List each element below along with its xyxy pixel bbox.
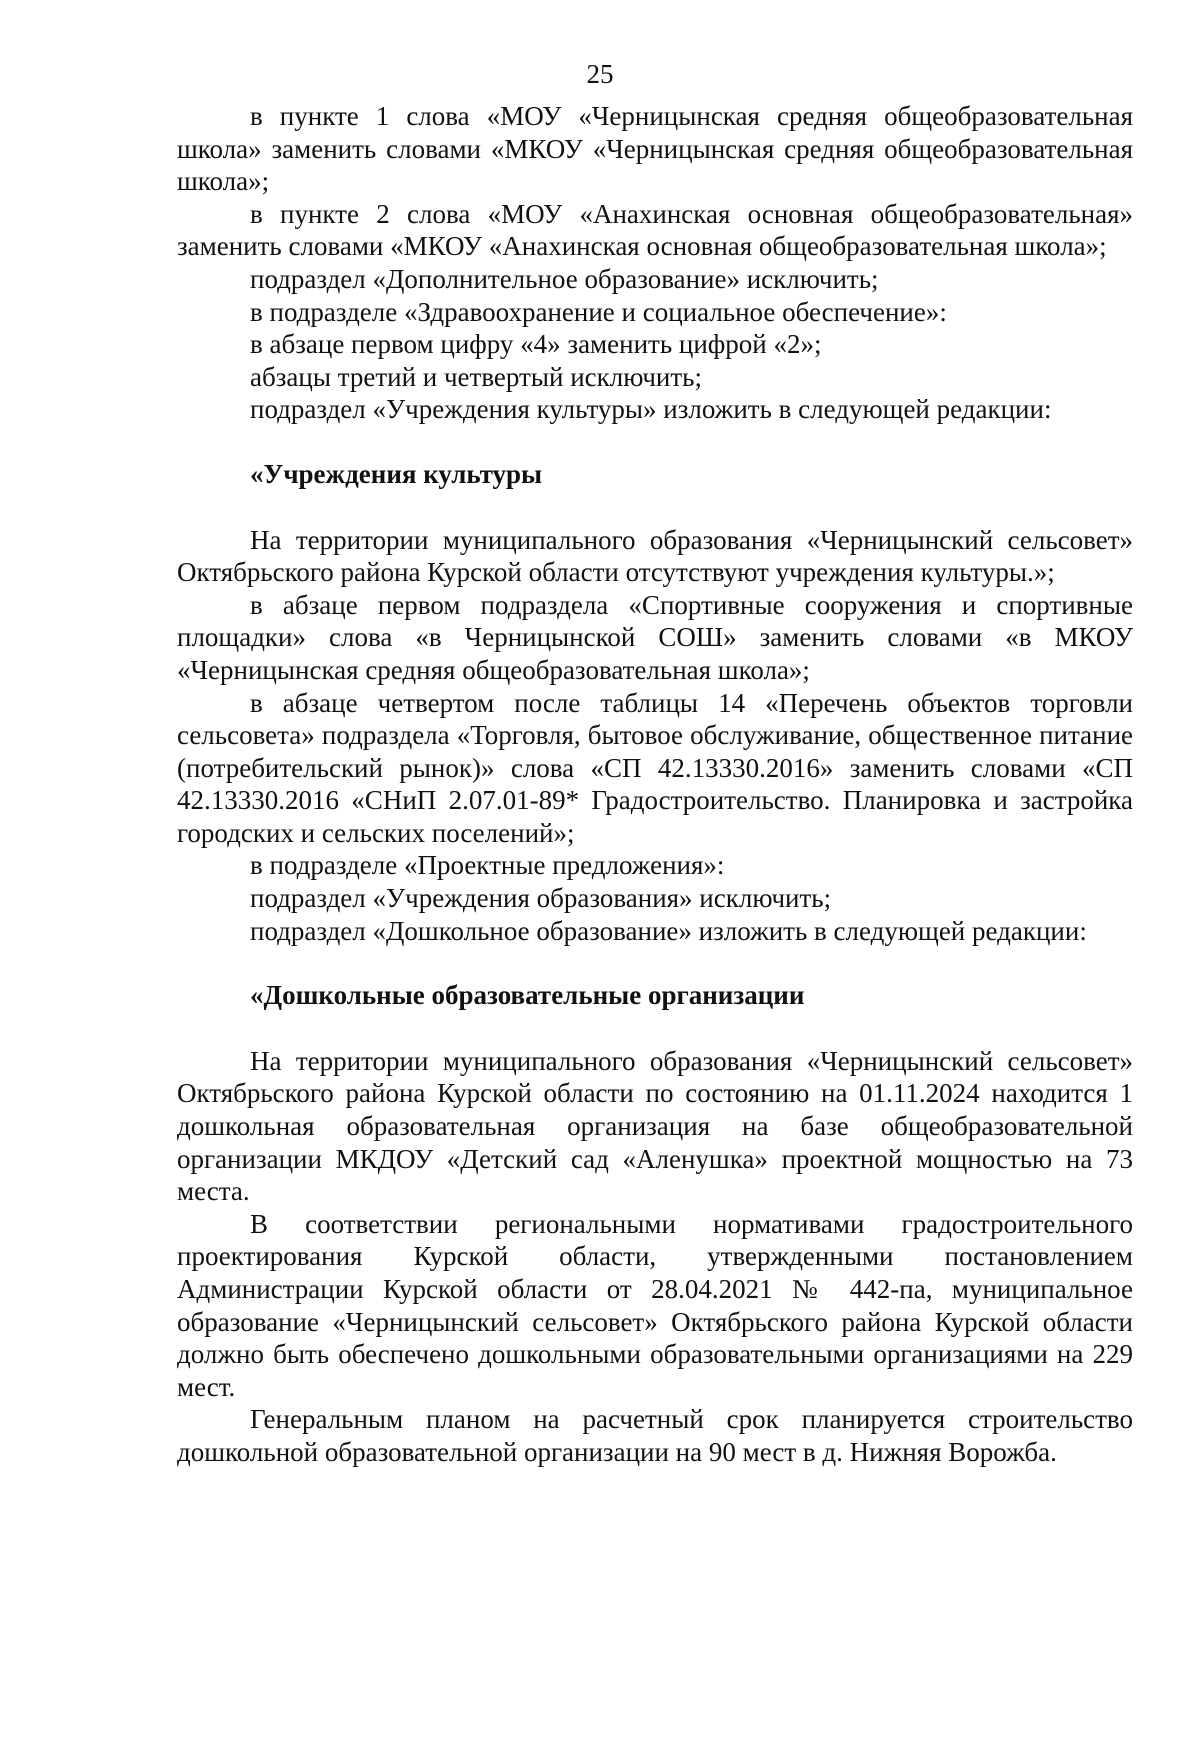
paragraph: в подразделе «Проектные предложения»: (250, 850, 725, 881)
paragraph: в пункте 2 слова «МОУ «Анахинская основная общеобразовательная» заменить словами «МКОУ «Анахинская основная общеобразовательная школа»; (177, 198, 1133, 262)
paragraph: в пункте 1 слова «МОУ «Черницынская средняя общеобразовательная школа» заменить словами «МКОУ «Черницынская средняя общеобразовательная школа»; (177, 101, 1133, 197)
paragraph: Генеральным планом на расчетный срок планируется строительство дошкольной образовательной организации на 90 мест в д. Нижняя Ворожба. (177, 1404, 1133, 1467)
section-heading: «Дошкольные образовательные организации (250, 980, 805, 1011)
page-number: 25 (586, 59, 614, 89)
paragraph: подраздел «Учреждения образования» исключить; (250, 883, 832, 914)
paragraph: подраздел «Учреждения культуры» изложить в следующей редакции: (250, 394, 1052, 425)
paragraph: в подразделе «Здравоохранение и социальное обеспечение»: (250, 296, 947, 327)
paragraph: в абзаце первом цифру «4» заменить цифрой «2»; (250, 329, 822, 360)
paragraph: В соответствии региональными нормативами градостроительного проектирования Курской области, утвержденными постановлением Администрации Курской области от 28.04.2021 № 442-па, муниципальное образование «Черницынский сельсовет» Октябрьского района Курской области должно быть обеспечено дошкольными образовательными организациями на 229 мест. (177, 1208, 1133, 1402)
paragraph: абзацы третий и четвертый исключить; (250, 361, 702, 392)
paragraph: На территории муниципального образования «Черницынский сельсовет» Октябрьского района Курской области по состоянию на 01.11.2024 находится 1 дошкольная образовательная организация на базе общеобразовательной организации МКДОУ «Детский сад «Аленушка» проектной мощностью на 73 места. (177, 1045, 1133, 1207)
paragraph: подраздел «Дополнительное образование» исключить; (250, 263, 879, 294)
paragraph: На территории муниципального образования «Черницынский сельсовет» Октябрьского района Курской области отсутствуют учреждения культуры.»; (177, 524, 1133, 588)
paragraph: в абзаце четвертом после таблицы 14 «Перечень объектов торговли сельсовета» подраздела «Торговля, бытовое обслуживание, общественное питание (потребительский рынок)» слова «СП 42.13330.2016» заменить словами «СП 42.13330.2016 «СНиП 2.07.01-89* Градостроительство. Планировка и застройка городских и сельских поселений»; (177, 687, 1133, 848)
section-heading: «Учреждения культуры (250, 458, 543, 489)
paragraph: в абзаце первом подраздела «Спортивные сооружения и спортивные площадки» слова «в Черницынской СОШ» заменить словами «в МКОУ «Черницынская средняя общеобразовательная школа»; (177, 589, 1133, 685)
paragraph: подраздел «Дошкольное образование» изложить в следующей редакции: (250, 915, 1087, 946)
